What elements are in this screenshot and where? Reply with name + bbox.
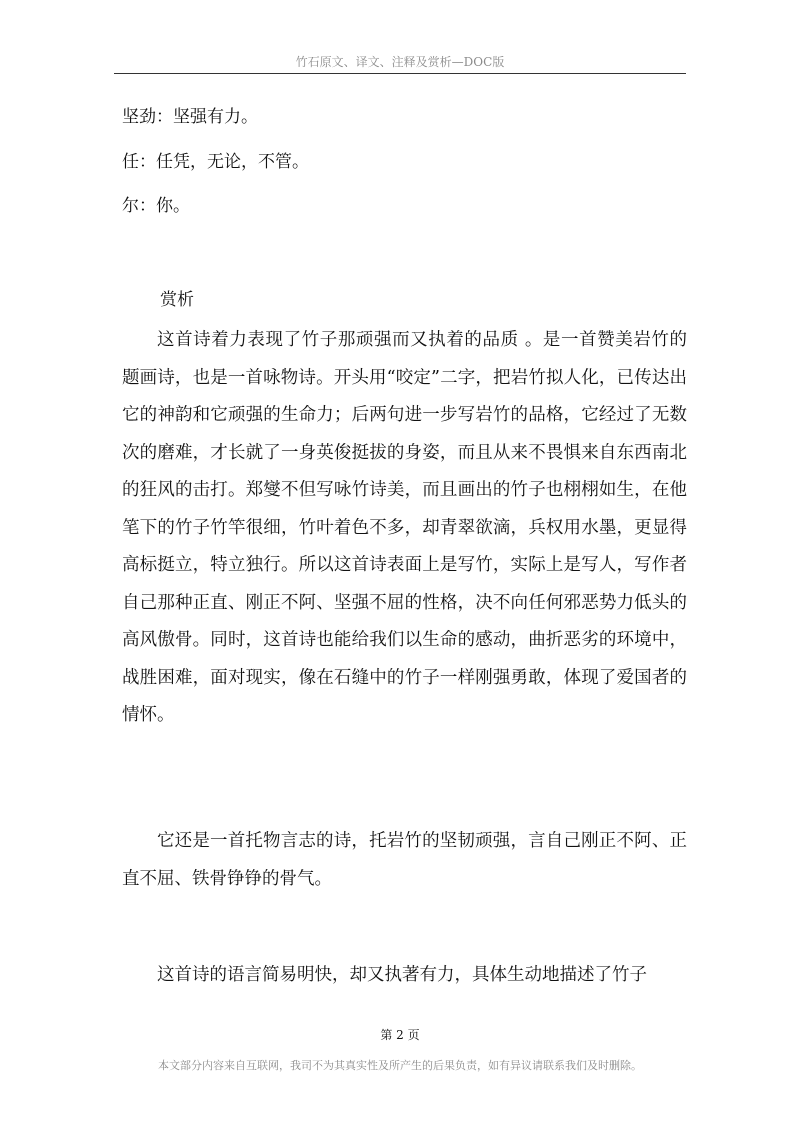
- footer-disclaimer: 本文部分内容来自互联网，我司不为其真实性及所产生的后果负责，如有异议请联系我们及时删除。: [158, 1059, 642, 1072]
- analysis-paragraph: 这首诗着力表现了竹子那顽强而又执着的品质 。是一首赞美岩竹的题画诗，也是一首咏物诗。开头用“咬定”二字，把岩竹拟人化，已传达出它的神韵和它顽强的生命力；后两句进一步写岩竹的品格，它经过了无数次的磨难，才长就了一身英俊挺拔的身姿，而且从来不畏惧来自东西南北的狂风的击打。郑燮不但写咏竹诗美，而且画出的竹子也栩栩如生，在他笔下的竹子竹竿很细，竹叶着色不多，却青翠欲滴，兵权用水墨，更显得高标挺立，特立独行。所以这首诗表面上是写竹，实际上是写人，写作者自己那种正直、刚正不阿、坚强不屈的性格，决不向任何邪恶势力低头的高风傲骨。同时，这首诗也能给我们以生命的感动，曲折恶劣的环境中，战胜困难，面对现实，像在石缝中的竹子一样刚强勇敢，体现了爱国者的情怀。: [122, 330, 687, 725]
- definition-line: 坚劲：坚强有力。: [122, 107, 258, 127]
- page-number: 第 2 页: [380, 1028, 420, 1042]
- page-header: 竹石原文、译文、注释及赏析—DOC版: [295, 55, 505, 69]
- header-divider: [114, 73, 686, 74]
- section-heading: 赏析: [160, 290, 194, 310]
- definition-line: 尔：你。: [122, 196, 190, 216]
- analysis-paragraph: 它还是一首托物言志的诗，托岩竹的坚韧顽强，言自己刚正不阿、正直不屈、铁骨铮铮的骨气。: [122, 831, 687, 889]
- definition-line: 任：任凭，无论，不管。: [122, 152, 309, 172]
- analysis-paragraph: 这首诗的语言简易明快，却又执著有力，具体生动地描述了竹子: [157, 965, 647, 985]
